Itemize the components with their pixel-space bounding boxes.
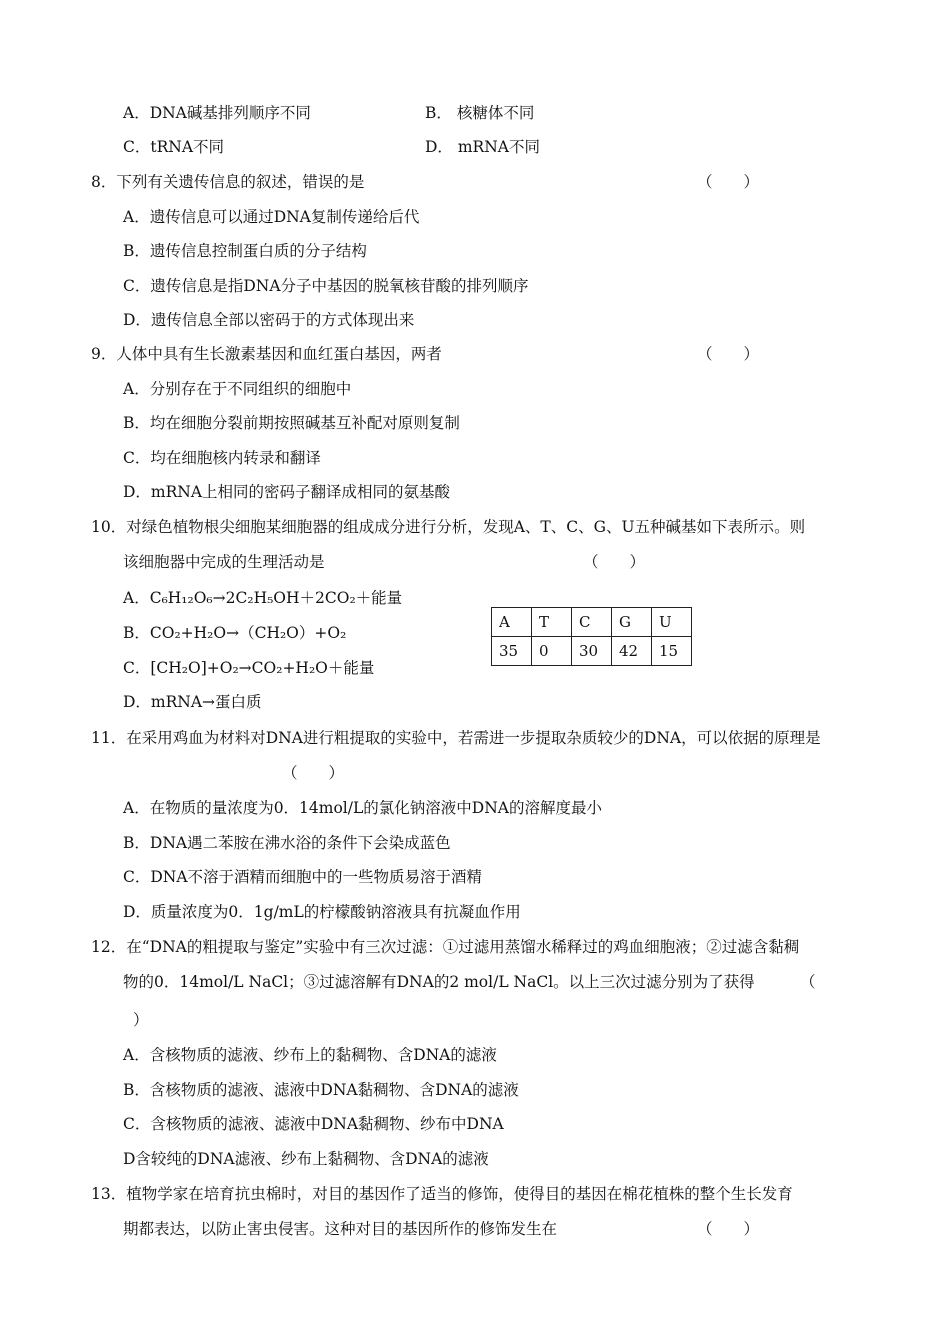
q12-stem-line1: 12．在“DNA的粗提取与鉴定”实验中有三次过滤：①过滤用蒸馏水稀释过的鸡血细胞液；②过滤含黏稠 [91,938,800,956]
q10-answer-bracket: （ ） [583,553,646,571]
q11-answer-bracket: （ ） [282,764,345,782]
base-header-a: A [492,608,532,637]
q12-option-a: A．含核物质的滤液、纱布上的黏稠物、含DNA的滤液 [123,1046,497,1064]
base-header-c: C [572,608,612,637]
q9-stem: 9．人体中具有生长激素基因和血红蛋白基因，两者 [91,345,442,363]
q8-option-d: D．遗传信息全部以密码于的方式体现出来 [123,311,415,329]
base-header-g: G [612,608,652,637]
q12-option-b: B．含核物质的滤液、滤液中DNA黏稠物、含DNA的滤液 [123,1081,519,1099]
q10-option-c-text: [CH₂O]+O₂→CO₂+H₂O＋能量 [150,659,375,677]
q9-option-d: D．mRNA上相同的密码子翻译成相同的氨基酸 [123,483,451,501]
q10-option-a [123,588,402,608]
q7-option-b: B． 核糖体不同 [425,104,535,122]
base-table-value-row [492,637,692,666]
base-header-t: T [532,608,572,637]
q8-option-c: C．遗传信息是指DNA分子中基因的脱氧核苷酸的排列顺序 [123,277,529,295]
q10-option-b [123,623,346,643]
q11-option-a: A．在物质的量浓度为0．14mol/L的氯化钠溶液中DNA的溶解度最小 [123,799,602,817]
q10-stem-line1: 10．对绿色植物根尖细胞某细胞器的组成成分进行分析，发现A、T、C、G、U五种碱基如下表所示。则 [91,518,806,536]
q11-option-c: C．DNA不溶于酒精而细胞中的一些物质易溶于酒精 [123,868,483,886]
q13-answer-bracket: （ ） [697,1220,760,1238]
q12-option-d: D含较纯的DNA滤液、纱布上黏稠物、含DNA的滤液 [123,1150,489,1168]
q9-answer-bracket: （ ） [697,345,760,363]
q10-option-b-label: B． [123,624,150,642]
q13-stem-line2: 期都表达，以防止害虫侵害。这种对目的基因所作的修饰发生在 [123,1220,558,1238]
base-composition-table [491,607,692,666]
q11-option-b: B．DNA遇二苯胺在沸水浴的条件下会染成蓝色 [123,834,451,852]
q12-stem-line2: 物的0．14mol/L NaCl；③过滤溶解有DNA的2 mol/L NaCl。以上三次过滤分别为了获得 [123,973,755,991]
q9-option-b: B．均在细胞分裂前期按照碱基互补配对原则复制 [123,414,460,432]
base-value-u: 15 [652,637,692,666]
base-value-g: 42 [612,637,652,666]
base-table-header-row [492,608,692,637]
q11-stem: 11．在采用鸡血为材料对DNA进行粗提取的实验中，若需进一步提取杂质较少的DNA，可以依据的原理是 [91,729,821,747]
q8-stem: 8．下列有关遗传信息的叙述，错误的是 [91,173,365,191]
base-value-c: 30 [572,637,612,666]
q10-option-b-text: CO₂+H₂O→（CH₂O）+O₂ [149,624,347,642]
q8-option-b: B．遗传信息控制蛋白质的分子结构 [123,242,367,260]
q8-option-a: A．遗传信息可以通过DNA复制传递给后代 [123,208,420,226]
q12-bracket-open: （ [800,973,816,991]
q10-option-a-text: C₆H₁₂O₆→2C₂H₅OH＋2CO₂＋能量 [149,589,403,607]
base-header-u: U [652,608,692,637]
q11-option-d: D．质量浓度为0．1g/mL的柠檬酸钠溶液具有抗凝血作用 [123,903,521,921]
q8-answer-bracket: （ ） [697,173,760,191]
q7-option-c: C．tRNA不同 [123,138,225,156]
q9-option-c: C．均在细胞核内转录和翻译 [123,449,321,467]
base-value-a: 35 [492,637,532,666]
q10-option-a-label: A． [123,589,150,607]
q7-option-a: A．DNA碱基排列顺序不同 [123,104,311,122]
q12-option-c: C．含核物质的滤液、滤液中DNA黏稠物、纱布中DNA [123,1115,504,1133]
q13-stem-line1: 13．植物学家在培育抗虫棉时，对目的基因作了适当的修饰，使得目的基因在棉花植株的整个生长发育 [91,1185,793,1203]
q10-stem-line2: 该细胞器中完成的生理活动是 [123,553,325,571]
q12-bracket-close: ） [133,1011,149,1029]
q7-option-d: D． mRNA不同 [425,138,540,156]
base-value-t: 0 [532,637,572,666]
q10-option-c [123,658,374,678]
q10-option-d: D．mRNA→蛋白质 [123,693,262,711]
q10-option-c-label: C． [123,659,151,677]
q9-option-a: A．分别存在于不同组织的细胞中 [123,380,352,398]
